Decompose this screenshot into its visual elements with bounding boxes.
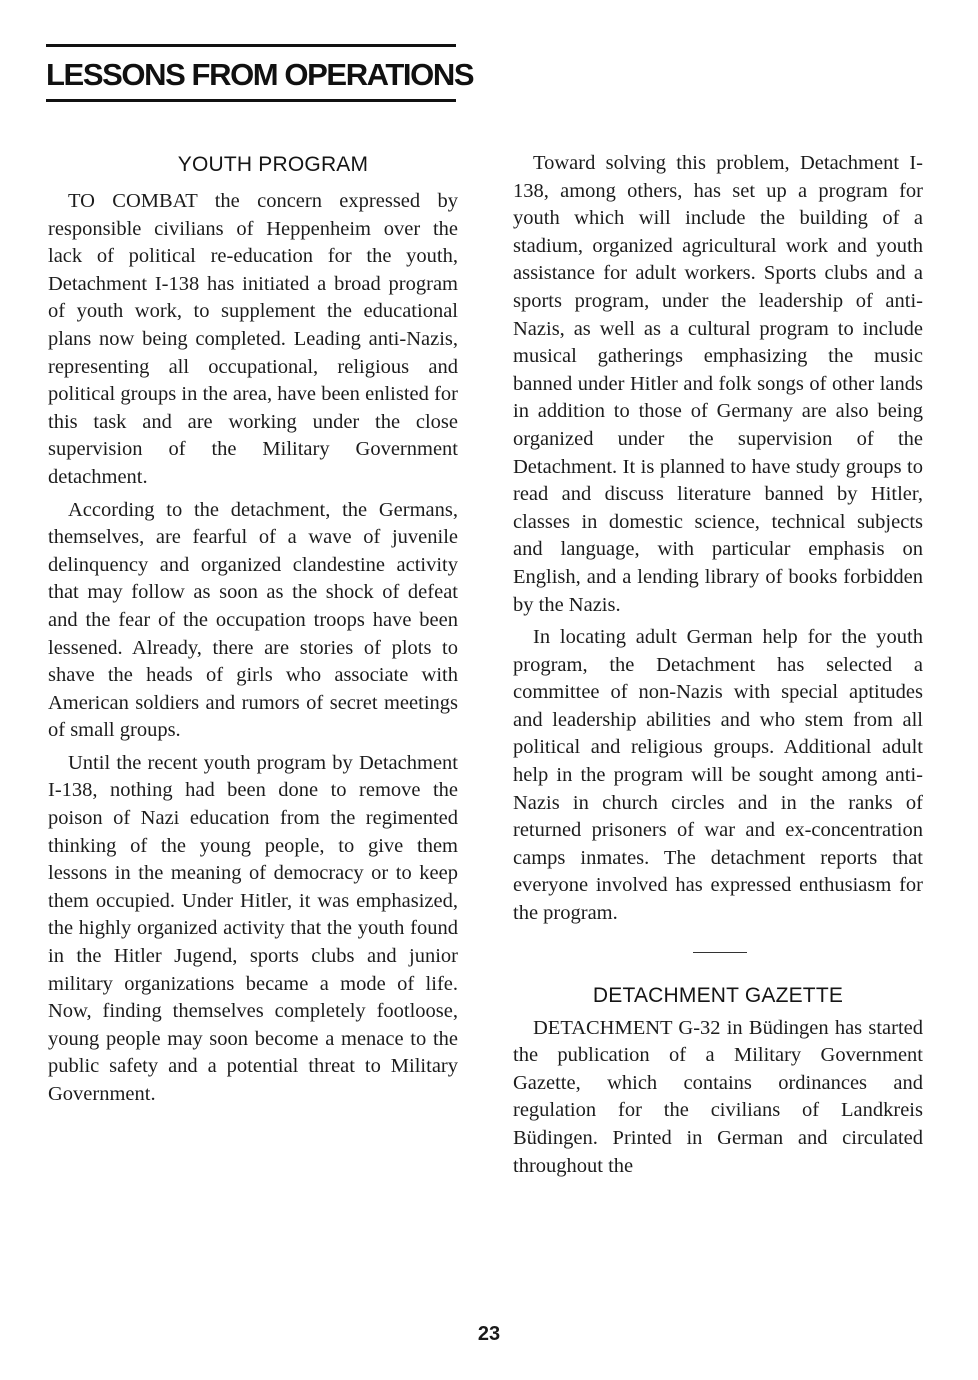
- youth-program-paragraph-1: TO COMBAT the concern expressed by responsible civilians of Heppenheim over the lack of political re-education for the youth, Detachment I-138 has initiated a broad program of youth work, to supplement the educational plans now being completed. Leading anti-Nazis, representing all occupational, religious and political groups in the area, have been enlisted for this task and are working under the close supervision of the Military Government detachment.: [48, 190, 458, 488]
- youth-program-paragraph-4: Toward solving this problem, Detachment I-138, among others, has set up a program for youth which will include the building of a stadium, organized agricultural work and youth assistance for adult workers. Sports clubs and a sports program, under the leadership of anti-Nazis, as well as a cultural program to include musical gatherings emphasizing the music banned under Hitler and folk songs of other lands in addition to those of Germany are also being organized under the supervision of the Detachment. It is planned to have study groups to read and discuss literature banned by Hitler, classes in domestic science, technical subjects and language, with particular emphasis on English, and a lending library of books forbidden by the Nazis.: [513, 152, 923, 616]
- youth-program-paragraph-5: In locating adult German help for the youth program, the Detachment has selected a committee of non-Nazis with special aptitudes and leadership abilities and who stem from all political and religious groups. Additional adult help in the program will be sought among anti-Nazis in church circles and in the ranks of returned prisoners of war and ex-concentration camps inmates. The detachment reports that everyone involved has expressed enthusiasm for the program.: [513, 626, 923, 925]
- section-header-title: LESSONS FROM OPERATIONS: [46, 57, 474, 92]
- page-number: 23: [477, 1323, 501, 1345]
- detachment-gazette-paragraph-1: DETACHMENT G-32 in Büdingen has started the publication of a Military Government Gazette, which contains ordinances and regulation for the civilians of Landkreis Büdingen. Printed in German and circulated throughout the: [513, 1016, 923, 1177]
- section-divider: [693, 952, 747, 953]
- right-column: [513, 150, 923, 1185]
- section-header-bar: [46, 44, 474, 102]
- detachment-gazette-heading: DETACHMENT GAZETTE: [592, 983, 844, 1007]
- youth-program-paragraph-2: According to the detachment, the Germans, themselves, are fearful of a wave of juvenile delinquency and organized clandestine activity that may follow as soon as the shock of defeat and the fear of the occupation troops have been lessened. Already, there are stories of plots to shave the heads of girls who associate with American soldiers and rumors of secret meetings of small groups.: [48, 498, 458, 742]
- youth-program-paragraph-3: Until the recent youth program by Detachment I-138, nothing had been done to remove the poison of Nazi education from the regimented thinking of the young people, to give them lessons in the meaning of democracy or to keep them occupied. Under Hitler, it was emphasized, the highly organized activity that the youth found in the Hitler Jugend, sports clubs and junior military organizations became a mode of life. Now, finding themselves completely footloose, young people may soon become a menace to the public safety and a potential threat to Military Government.: [48, 751, 458, 1105]
- youth-program-heading: YOUTH PROGRAM: [177, 153, 369, 176]
- left-column: [48, 150, 458, 1114]
